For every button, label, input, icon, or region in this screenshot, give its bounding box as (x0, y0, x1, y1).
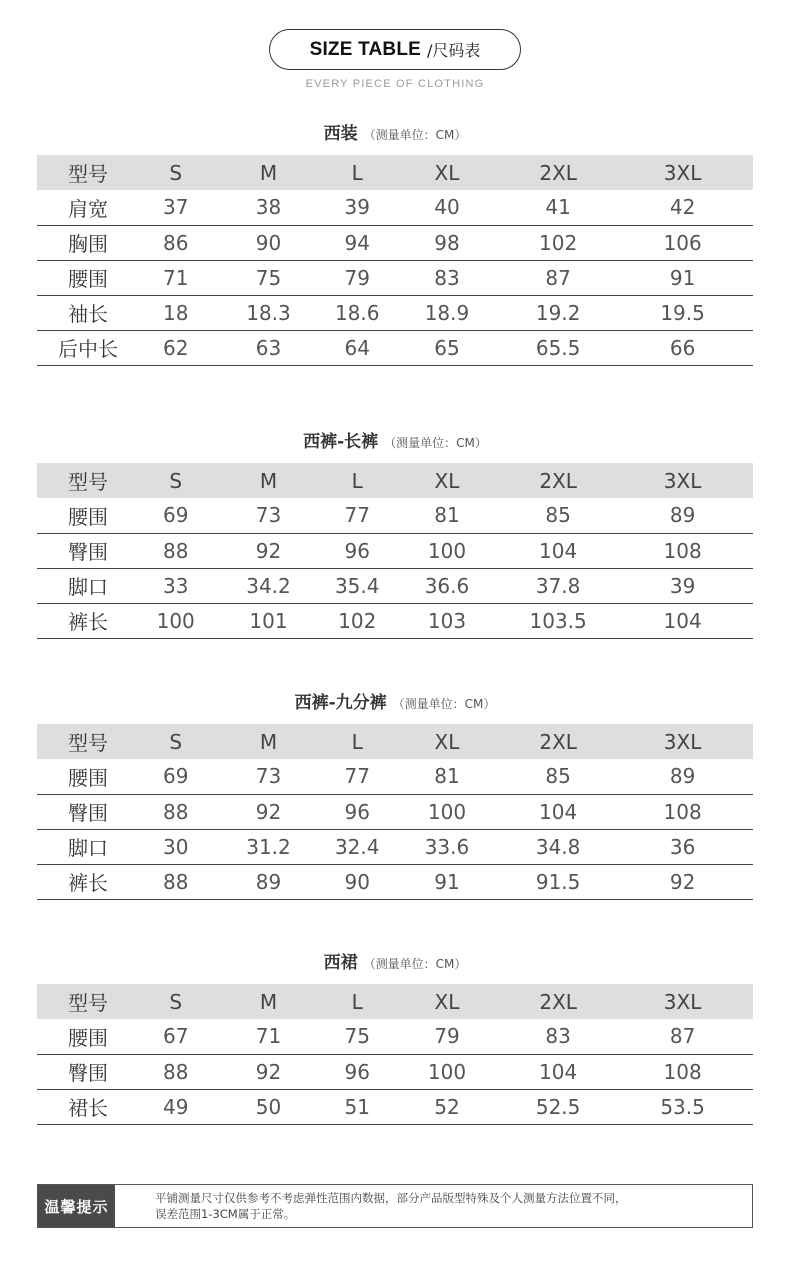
measurement-cell: 106 (612, 225, 753, 260)
measurement-cell: 100 (139, 603, 212, 638)
header-cell-size: S (139, 155, 212, 190)
header-cell-size: 2XL (504, 463, 612, 498)
table-row (37, 603, 753, 638)
measurement-cell: 87 (612, 1019, 753, 1054)
header-cell-size: XL (390, 463, 504, 498)
measurement-cell: 96 (325, 1054, 390, 1089)
row-label-cell: 腰围 (37, 1019, 139, 1054)
table-row (37, 1019, 753, 1054)
row-label-cell: 袖长 (37, 295, 139, 330)
measurement-cell: 88 (139, 864, 212, 899)
header-cell-size: M (212, 463, 324, 498)
header-cell-size: M (212, 984, 324, 1019)
header-cell-size: 2XL (504, 724, 612, 759)
header-cell-label: 型号 (37, 724, 139, 759)
unit-note: （测量单位：CM） (384, 436, 487, 450)
measurement-cell: 66 (612, 330, 753, 365)
measurement-cell: 33.6 (390, 829, 504, 864)
header-cell-size: L (325, 155, 390, 190)
measurement-cell: 87 (504, 260, 612, 295)
header-cell-size: M (212, 724, 324, 759)
measurement-cell: 32.4 (325, 829, 390, 864)
measurement-cell: 92 (212, 1054, 324, 1089)
measurement-cell: 90 (212, 225, 324, 260)
header-cell-size: 3XL (612, 463, 753, 498)
measurement-cell: 96 (325, 794, 390, 829)
table-row (37, 190, 753, 225)
measurement-cell: 77 (325, 498, 390, 533)
row-label-cell: 臀围 (37, 1054, 139, 1089)
section-name: 西裤-九分裤 (294, 693, 387, 713)
section-title-skirt (0, 948, 790, 973)
measurement-cell: 88 (139, 794, 212, 829)
table-row (37, 1054, 753, 1089)
measurement-cell: 69 (139, 759, 212, 794)
measurement-cell: 81 (390, 759, 504, 794)
measurement-cell: 65 (390, 330, 504, 365)
measurement-cell: 35.4 (325, 568, 390, 603)
measurement-cell: 79 (390, 1019, 504, 1054)
row-label-cell: 脚口 (37, 829, 139, 864)
measurement-cell: 92 (212, 794, 324, 829)
table-row (37, 260, 753, 295)
skirt-size-table (37, 984, 753, 1125)
notice-box (37, 1184, 753, 1228)
measurement-cell: 18.6 (325, 295, 390, 330)
measurement-cell: 104 (504, 794, 612, 829)
measurement-cell: 103.5 (504, 603, 612, 638)
measurement-cell: 85 (504, 498, 612, 533)
measurement-cell: 36 (612, 829, 753, 864)
measurement-cell: 79 (325, 260, 390, 295)
measurement-cell: 30 (139, 829, 212, 864)
measurement-cell: 100 (390, 794, 504, 829)
unit-note: （测量单位：CM） (392, 697, 496, 711)
measurement-cell: 37 (139, 190, 212, 225)
measurement-cell: 73 (212, 498, 324, 533)
measurement-cell: 104 (612, 603, 753, 638)
measurement-cell: 67 (139, 1019, 212, 1054)
measurement-cell: 90 (325, 864, 390, 899)
measurement-cell: 94 (325, 225, 390, 260)
row-label-cell: 腰围 (37, 260, 139, 295)
table-row (37, 533, 753, 568)
notice-line-1: 平铺测量尺寸仅供参考不考虑弹性范围内数据，部分产品版型特殊及个人测量方法位置不同， (155, 1191, 627, 1205)
row-label-cell: 腰围 (37, 759, 139, 794)
measurement-cell: 101 (212, 603, 324, 638)
measurement-cell: 108 (612, 533, 753, 568)
table-row (37, 829, 753, 864)
measurement-cell: 98 (390, 225, 504, 260)
measurement-cell: 85 (504, 759, 612, 794)
cropped-trousers-size-table (37, 724, 753, 900)
title-chinese: /尺码表 (427, 41, 481, 60)
measurement-cell: 108 (612, 1054, 753, 1089)
measurement-cell: 64 (325, 330, 390, 365)
measurement-cell: 69 (139, 498, 212, 533)
section-title-cropped-trousers (0, 688, 790, 713)
measurement-cell: 33 (139, 568, 212, 603)
measurement-cell: 89 (612, 498, 753, 533)
row-label-cell: 脚口 (37, 568, 139, 603)
table-row (37, 864, 753, 899)
measurement-cell: 100 (390, 533, 504, 568)
table-row (37, 498, 753, 533)
header-cell-size: XL (390, 724, 504, 759)
table-row (37, 1089, 753, 1124)
header-cell-size: S (139, 984, 212, 1019)
header-cell-size: 2XL (504, 984, 612, 1019)
section-title-suit (0, 119, 790, 144)
row-label-cell: 裤长 (37, 603, 139, 638)
header-cell-size: M (212, 155, 324, 190)
measurement-cell: 34.8 (504, 829, 612, 864)
section-name: 西装 (323, 124, 358, 144)
header-cell-label: 型号 (37, 984, 139, 1019)
measurement-cell: 52 (390, 1089, 504, 1124)
measurement-cell: 37.8 (504, 568, 612, 603)
header-cell-size: S (139, 724, 212, 759)
header-cell-size: 3XL (612, 724, 753, 759)
header-cell-size: L (325, 984, 390, 1019)
measurement-cell: 88 (139, 1054, 212, 1089)
measurement-cell: 42 (612, 190, 753, 225)
table-row (37, 330, 753, 365)
measurement-cell: 88 (139, 533, 212, 568)
measurement-cell: 91 (612, 260, 753, 295)
measurement-cell: 50 (212, 1089, 324, 1124)
row-label-cell: 胸围 (37, 225, 139, 260)
measurement-cell: 92 (212, 533, 324, 568)
measurement-cell: 89 (212, 864, 324, 899)
measurement-cell: 96 (325, 533, 390, 568)
long-trousers-size-table (37, 463, 753, 639)
measurement-cell: 51 (325, 1089, 390, 1124)
row-label-cell: 臀围 (37, 794, 139, 829)
measurement-cell: 34.2 (212, 568, 324, 603)
row-label-cell: 裤长 (37, 864, 139, 899)
table-row (37, 295, 753, 330)
header-cell-label: 型号 (37, 155, 139, 190)
measurement-cell: 73 (212, 759, 324, 794)
header-cell-size: L (325, 724, 390, 759)
header-cell-size: 3XL (612, 155, 753, 190)
measurement-cell: 86 (139, 225, 212, 260)
unit-note: （测量单位：CM） (363, 957, 467, 971)
measurement-cell: 49 (139, 1089, 212, 1124)
header-cell-size: S (139, 463, 212, 498)
header-cell-size: XL (390, 984, 504, 1019)
row-label-cell: 裙长 (37, 1089, 139, 1124)
measurement-cell: 18.3 (212, 295, 324, 330)
measurement-cell: 104 (504, 533, 612, 568)
header-cell-size: L (325, 463, 390, 498)
measurement-cell: 18.9 (390, 295, 504, 330)
measurement-cell: 19.5 (612, 295, 753, 330)
table-header-row (37, 984, 753, 1019)
header-cell-label: 型号 (37, 463, 139, 498)
row-label-cell: 后中长 (37, 330, 139, 365)
measurement-cell: 18 (139, 295, 212, 330)
measurement-cell: 63 (212, 330, 324, 365)
header-cell-size: 3XL (612, 984, 753, 1019)
measurement-cell: 102 (325, 603, 390, 638)
section-title-long-trousers (0, 427, 790, 452)
table-header-row (37, 724, 753, 759)
subtitle: EVERY PIECE OF CLOTHING (305, 78, 485, 90)
table-header-row (37, 463, 753, 498)
measurement-cell: 71 (139, 260, 212, 295)
measurement-cell: 31.2 (212, 829, 324, 864)
measurement-cell: 52.5 (504, 1089, 612, 1124)
measurement-cell: 108 (612, 794, 753, 829)
measurement-cell: 65.5 (504, 330, 612, 365)
notice-label: 温馨提示 (38, 1185, 115, 1227)
row-label-cell: 臀围 (37, 533, 139, 568)
measurement-cell: 102 (504, 225, 612, 260)
measurement-cell: 83 (390, 260, 504, 295)
notice-text (115, 1185, 752, 1227)
measurement-cell: 75 (212, 260, 324, 295)
section-name: 西裙 (323, 953, 358, 973)
measurement-cell: 100 (390, 1054, 504, 1089)
measurement-cell: 75 (325, 1019, 390, 1054)
measurement-cell: 89 (612, 759, 753, 794)
measurement-cell: 53.5 (612, 1089, 753, 1124)
measurement-cell: 39 (612, 568, 753, 603)
table-row (37, 759, 753, 794)
size-table-title (269, 29, 521, 70)
row-label-cell: 肩宽 (37, 190, 139, 225)
section-name: 西裤-长裤 (303, 432, 379, 452)
measurement-cell: 62 (139, 330, 212, 365)
measurement-cell: 92 (612, 864, 753, 899)
measurement-cell: 77 (325, 759, 390, 794)
measurement-cell: 91.5 (504, 864, 612, 899)
table-row (37, 225, 753, 260)
measurement-cell: 104 (504, 1054, 612, 1089)
suit-size-table (37, 155, 753, 366)
measurement-cell: 81 (390, 498, 504, 533)
table-row (37, 568, 753, 603)
unit-note: （测量单位：CM） (363, 128, 467, 142)
measurement-cell: 19.2 (504, 295, 612, 330)
measurement-cell: 38 (212, 190, 324, 225)
header-cell-size: XL (390, 155, 504, 190)
row-label-cell: 腰围 (37, 498, 139, 533)
title-english: SIZE TABLE (309, 38, 422, 60)
measurement-cell: 91 (390, 864, 504, 899)
measurement-cell: 36.6 (390, 568, 504, 603)
measurement-cell: 41 (504, 190, 612, 225)
header-cell-size: 2XL (504, 155, 612, 190)
table-row (37, 794, 753, 829)
measurement-cell: 103 (390, 603, 504, 638)
measurement-cell: 71 (212, 1019, 324, 1054)
measurement-cell: 83 (504, 1019, 612, 1054)
notice-line-2: 误差范围1-3CM属于正常。 (155, 1207, 296, 1221)
table-header-row (37, 155, 753, 190)
measurement-cell: 40 (390, 190, 504, 225)
measurement-cell: 39 (325, 190, 390, 225)
